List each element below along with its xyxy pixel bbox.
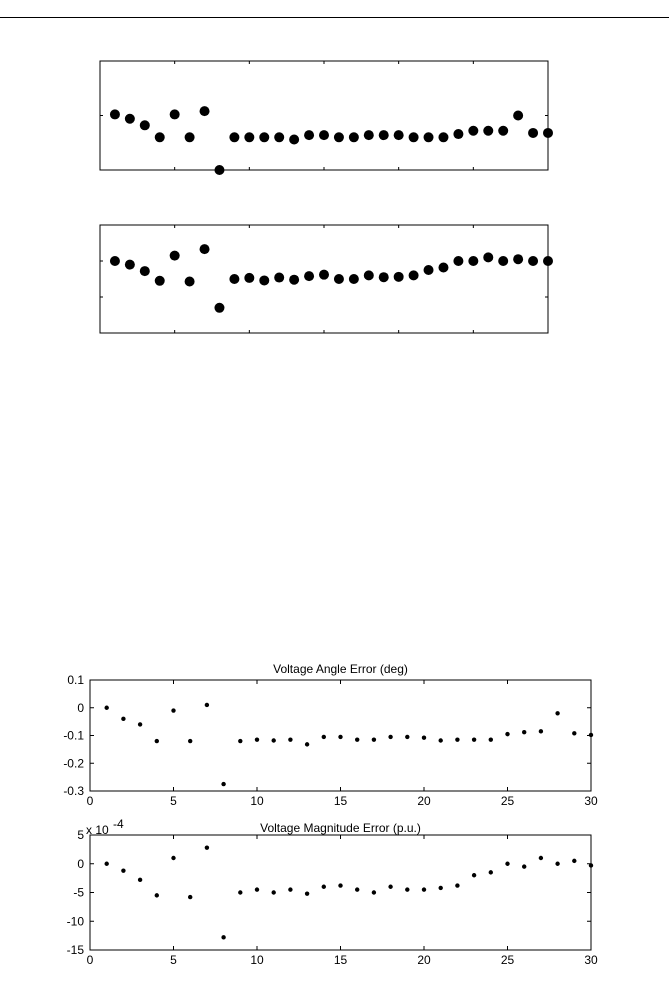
plot-3-y-tick-label: 0 xyxy=(77,700,84,715)
plot-4-data-point xyxy=(272,890,276,894)
plot-1-data-point xyxy=(409,132,419,142)
plot-2-data-point xyxy=(498,256,508,266)
plot-2-data-point xyxy=(513,254,523,264)
plot-2-data-point xyxy=(200,244,210,254)
plot-2-data-point xyxy=(334,274,344,284)
plot-4-axes-frame xyxy=(90,835,591,950)
plot-4-data-point xyxy=(555,862,559,866)
plot-1-data-point xyxy=(394,130,404,140)
plot-1-data-point xyxy=(229,132,239,142)
plot-1-data-point xyxy=(274,132,284,142)
plot-4-data-point xyxy=(455,883,459,887)
plot-3-data-point xyxy=(121,717,125,721)
plot-2-data-point xyxy=(229,274,239,284)
plot-3-data-point xyxy=(405,735,409,739)
plot-4-data-point xyxy=(288,887,292,891)
plot-4-data-point xyxy=(155,893,159,897)
plot-4-data-point xyxy=(171,856,175,860)
plot-3-data-point xyxy=(355,737,359,741)
plot-3-data-point xyxy=(322,735,326,739)
plot-4-title: Voltage Magnitude Error (p.u.) xyxy=(260,821,421,835)
plot-3-data-point xyxy=(188,739,192,743)
plot-4-data-point xyxy=(355,887,359,891)
plot-4-data-point xyxy=(188,895,192,899)
plot-1-data-point xyxy=(319,130,329,140)
plot-4-data-point xyxy=(138,878,142,882)
plot-4-data-point xyxy=(105,862,109,866)
plot-3-data-point xyxy=(539,729,543,733)
plot-3-data-point xyxy=(255,737,259,741)
plot-2-data-point xyxy=(125,260,135,270)
plot-1-data-point xyxy=(543,128,553,138)
plot-4-y-multiplier-exponent: -4 xyxy=(113,817,124,831)
plot-4-y-tick-label: 0 xyxy=(77,856,84,871)
plot-4-x-tick-label: 20 xyxy=(417,953,431,967)
plot-2-data-point xyxy=(409,270,419,280)
plot-3-data-point xyxy=(221,782,225,786)
plot-3-data-point xyxy=(272,738,276,742)
plot-3-data-point xyxy=(388,735,392,739)
plot-1-data-point xyxy=(155,132,165,142)
plot-1-data-point xyxy=(468,126,478,136)
plot-1-data-point xyxy=(364,130,374,140)
plot-3-data-point xyxy=(305,742,309,746)
plot-2-data-point xyxy=(349,274,359,284)
plot-1-data-point xyxy=(424,132,434,142)
plot-3-data-point xyxy=(205,703,209,707)
plot-1-data-point xyxy=(379,130,389,140)
plot-3-y-tick-label: -0.3 xyxy=(63,784,84,798)
plot-4-data-point xyxy=(322,885,326,889)
plot-2-data-point xyxy=(379,272,389,282)
plot-4-data-point xyxy=(121,868,125,872)
plot-4-data-point xyxy=(305,891,309,895)
plot-4-data-point xyxy=(388,885,392,889)
plot-4-data-point xyxy=(405,887,409,891)
plot-3-data-point xyxy=(238,739,242,743)
plot-1-data-point xyxy=(528,128,538,138)
plot-1-data-point xyxy=(214,165,224,175)
plot-4-data-point xyxy=(489,870,493,874)
plot-3-title: Voltage Angle Error (deg) xyxy=(273,662,408,676)
plot-3-data-point xyxy=(472,737,476,741)
plot-2-data-point xyxy=(259,275,269,285)
plot-3-x-tick-label: 15 xyxy=(333,794,348,808)
plot-4-data-point xyxy=(572,859,576,863)
plot-3-data-point xyxy=(455,737,459,741)
plot-4-data-point xyxy=(589,863,593,867)
plot-3-y-tick-label: -0.2 xyxy=(63,756,84,771)
plot-2-data-point xyxy=(170,251,180,261)
plot-1-data-point xyxy=(513,111,523,121)
plot-4-y-tick-label: -15 xyxy=(66,943,84,957)
plot-1-data-point xyxy=(244,132,254,142)
plot-4-data-point xyxy=(539,856,543,860)
plot-3-data-point xyxy=(555,711,559,715)
plot-2-data-point xyxy=(244,273,254,283)
plot-1-data-point xyxy=(110,109,120,119)
plot-3-data-point xyxy=(338,735,342,739)
plot-1-data-point xyxy=(259,132,269,142)
plot-3-data-point xyxy=(589,733,593,737)
plot-1-data-point xyxy=(453,129,463,139)
plot-1-data-point xyxy=(170,109,180,119)
plot-3-data-point xyxy=(171,708,175,712)
plot-1-data-point xyxy=(185,132,195,142)
plot-4-x-tick-label: 30 xyxy=(584,953,598,967)
plot-2-data-point xyxy=(214,303,224,313)
plot-2-data-point xyxy=(185,277,195,287)
plot-3-data-point xyxy=(439,738,443,742)
plot-3-data-point xyxy=(505,732,509,736)
plot-2-data-point xyxy=(140,266,150,276)
plot-4-y-tick-label: -10 xyxy=(66,914,84,929)
plot-3-x-tick-label: 30 xyxy=(584,794,598,808)
plot-1-data-point xyxy=(125,114,135,124)
plot-1-data-point xyxy=(483,126,493,136)
plot-4-y-multiplier: x 10 xyxy=(86,823,109,837)
plot-2-data-point xyxy=(424,265,434,275)
plot-2-data-point xyxy=(289,275,299,285)
plot-4-y-tick-label: 5 xyxy=(77,828,84,842)
plot-3-x-tick-label: 25 xyxy=(500,794,515,808)
plot-3-data-point xyxy=(422,736,426,740)
plot-2-data-point xyxy=(364,270,374,280)
plot-4-x-tick-label: 0 xyxy=(86,953,94,967)
plot-3-data-point xyxy=(572,731,576,735)
plot-1-axes-frame xyxy=(100,61,548,170)
plot-2-data-point xyxy=(528,256,538,266)
plot-1-data-point xyxy=(140,120,150,130)
plot-1-data-point xyxy=(304,130,314,140)
plot-1-data-point xyxy=(200,106,210,116)
plot-2-data-point xyxy=(543,256,553,266)
plot-3-x-tick-label: 10 xyxy=(250,794,264,808)
plot-2-data-point xyxy=(319,270,329,280)
plot-2-data-point xyxy=(453,256,463,266)
plot-3-x-tick-label: 0 xyxy=(86,794,94,808)
plot-4-data-point xyxy=(205,845,209,849)
plot-3-data-point xyxy=(138,722,142,726)
plot-4-data-point xyxy=(338,883,342,887)
plot-1-data-point xyxy=(349,132,359,142)
plot-1-data-point xyxy=(438,132,448,142)
plot-4-data-point xyxy=(255,887,259,891)
plot-4-data-point xyxy=(238,890,242,894)
plot-3-data-point xyxy=(489,737,493,741)
plot-1-data-point xyxy=(289,134,299,144)
plot-3-y-tick-label: -0.1 xyxy=(63,728,84,743)
plot-4-data-point xyxy=(439,886,443,890)
plot-3-y-tick-label: 0.1 xyxy=(67,673,84,687)
plot-2-data-point xyxy=(155,276,165,286)
plot-1-data-point xyxy=(498,126,508,136)
plot-4-data-point xyxy=(221,935,225,939)
plot-2-data-point xyxy=(483,252,493,262)
plot-2-data-point xyxy=(438,262,448,272)
plot-4-x-tick-label: 5 xyxy=(170,953,177,967)
plot-4-data-point xyxy=(422,887,426,891)
plot-4-x-tick-label: 10 xyxy=(250,953,264,967)
plot-3-data-point xyxy=(105,706,109,710)
plot-2-data-point xyxy=(304,271,314,281)
plot-4-y-tick-label: -5 xyxy=(73,885,84,900)
plot-2-data-point xyxy=(274,273,284,283)
plot-1-data-point xyxy=(334,132,344,142)
plot-2-data-point xyxy=(468,256,478,266)
plot-3-x-tick-label: 20 xyxy=(417,794,431,808)
plot-4-data-point xyxy=(472,873,476,877)
plot-3-data-point xyxy=(372,737,376,741)
plot-4-data-point xyxy=(372,890,376,894)
plot-4-x-tick-label: 15 xyxy=(333,953,348,967)
plot-4-data-point xyxy=(522,864,526,868)
plot-3-data-point xyxy=(288,737,292,741)
plot-2-data-point xyxy=(394,272,404,282)
plot-4-x-tick-label: 25 xyxy=(500,953,515,967)
plot-2-data-point xyxy=(110,256,120,266)
plot-3-x-tick-label: 5 xyxy=(170,794,177,808)
plot-3-data-point xyxy=(155,739,159,743)
plot-3-data-point xyxy=(522,730,526,734)
plot-4-data-point xyxy=(505,862,509,866)
